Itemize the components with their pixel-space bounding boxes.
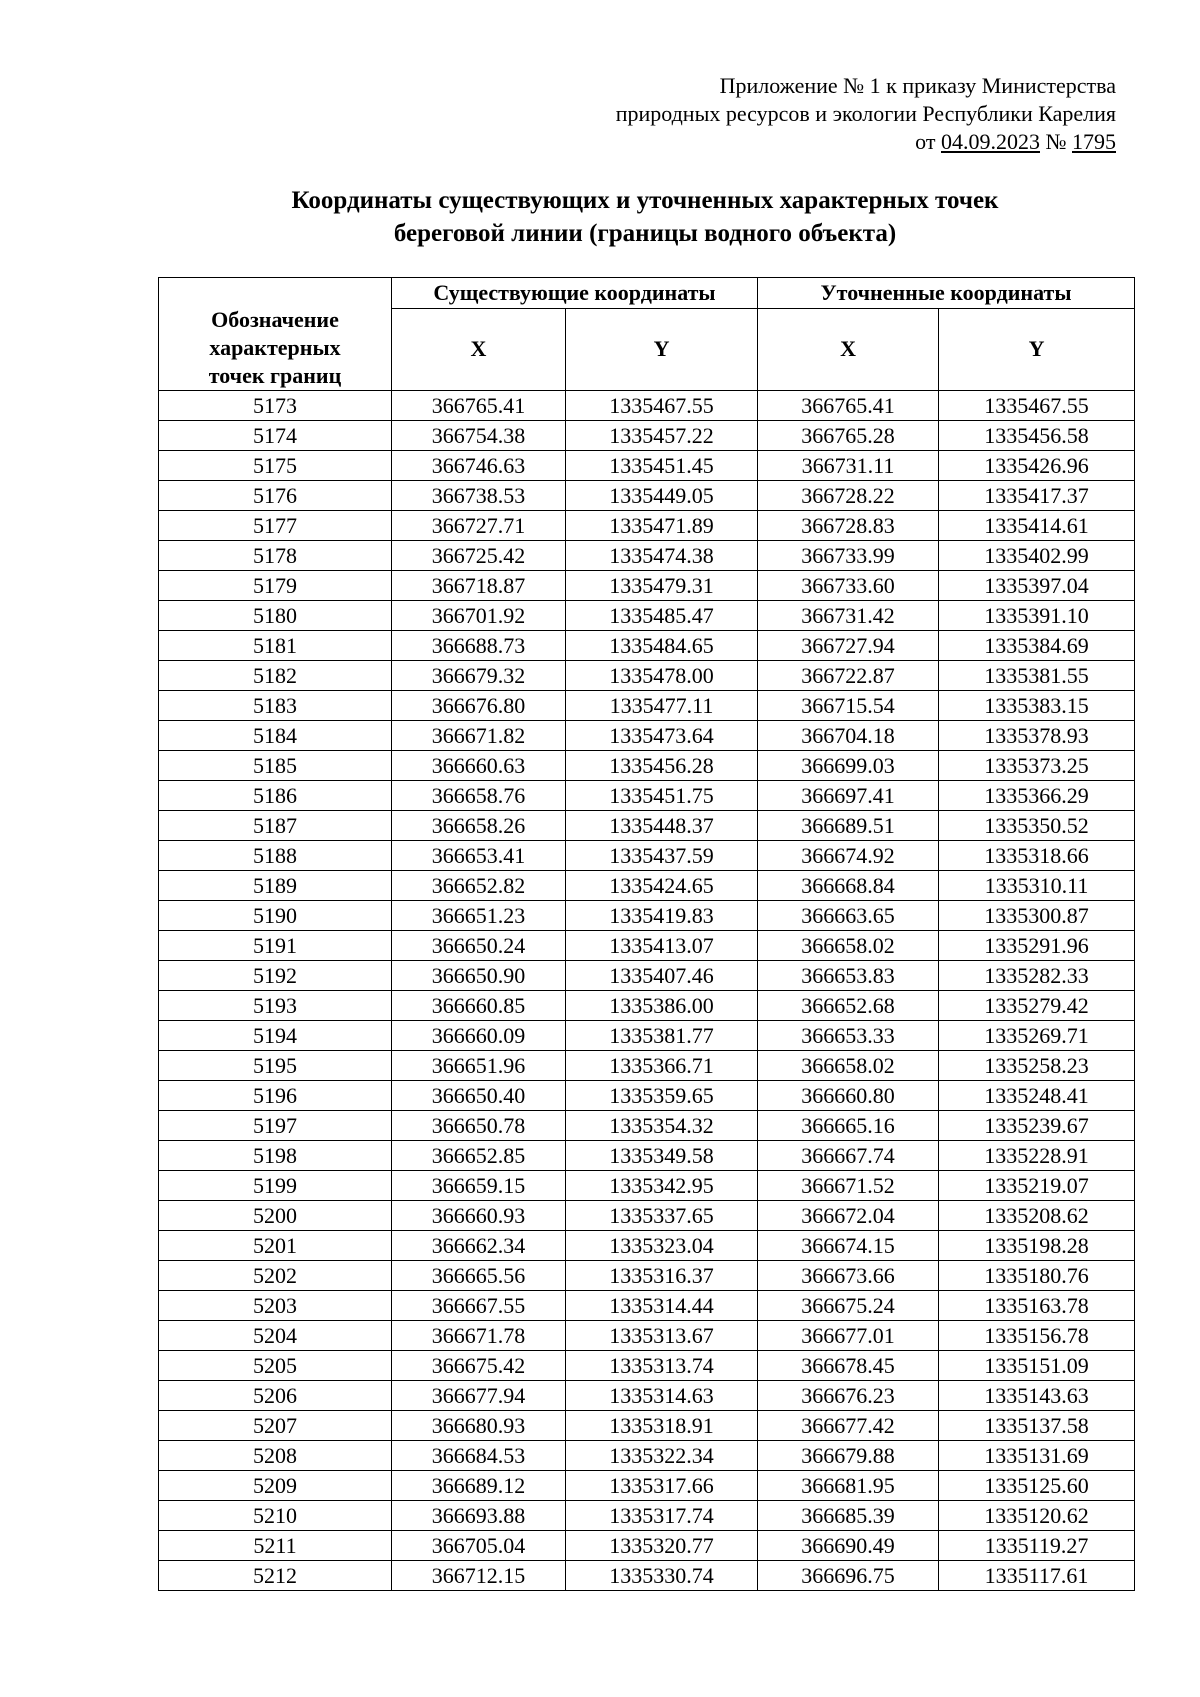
cell-existing-x: 366677.94: [392, 1381, 566, 1411]
cell-point-id: 5204: [159, 1321, 392, 1351]
cell-refined-y: 1335391.10: [939, 601, 1135, 631]
table-row: [159, 781, 1135, 811]
cell-existing-y: 1335449.05: [566, 481, 758, 511]
header-point-name-line-1: Обозначение: [211, 307, 339, 332]
cell-existing-y: 1335477.11: [566, 691, 758, 721]
cell-refined-x: 366733.60: [758, 571, 939, 601]
cell-existing-x: 366650.40: [392, 1081, 566, 1111]
cell-existing-y: 1335457.22: [566, 421, 758, 451]
cell-refined-y: 1335414.61: [939, 511, 1135, 541]
cell-refined-x: 366676.23: [758, 1381, 939, 1411]
table-row: [159, 1561, 1135, 1591]
cell-refined-x: 366653.33: [758, 1021, 939, 1051]
cell-refined-x: 366660.80: [758, 1081, 939, 1111]
table-row: [159, 481, 1135, 511]
cell-refined-y: 1335378.93: [939, 721, 1135, 751]
cell-existing-x: 366738.53: [392, 481, 566, 511]
table-row: [159, 1321, 1135, 1351]
cell-refined-y: 1335318.66: [939, 841, 1135, 871]
cell-existing-x: 366660.63: [392, 751, 566, 781]
header-existing-coordinates: Существующие координаты: [392, 278, 758, 309]
cell-existing-y: 1335456.28: [566, 751, 758, 781]
cell-existing-x: 366650.90: [392, 961, 566, 991]
table-row: [159, 1201, 1135, 1231]
cell-existing-y: 1335485.47: [566, 601, 758, 631]
cell-existing-y: 1335318.91: [566, 1411, 758, 1441]
cell-refined-x: 366731.42: [758, 601, 939, 631]
cell-existing-y: 1335471.89: [566, 511, 758, 541]
table-row: [159, 871, 1135, 901]
cell-refined-x: 366765.28: [758, 421, 939, 451]
table-row: [159, 991, 1135, 1021]
cell-refined-x: 366667.74: [758, 1141, 939, 1171]
cell-point-id: 5203: [159, 1291, 392, 1321]
cell-point-id: 5205: [159, 1351, 392, 1381]
appendix-line-3: [616, 128, 1116, 156]
cell-point-id: 5194: [159, 1021, 392, 1051]
cell-existing-y: 1335474.38: [566, 541, 758, 571]
cell-existing-x: 366725.42: [392, 541, 566, 571]
cell-existing-y: 1335484.65: [566, 631, 758, 661]
cell-refined-y: 1335310.11: [939, 871, 1135, 901]
cell-existing-x: 366689.12: [392, 1471, 566, 1501]
cell-point-id: 5173: [159, 391, 392, 421]
cell-point-id: 5193: [159, 991, 392, 1021]
table-row: [159, 571, 1135, 601]
cell-refined-x: 366653.83: [758, 961, 939, 991]
table-row: [159, 691, 1135, 721]
cell-existing-x: 366650.24: [392, 931, 566, 961]
table-row: [159, 1351, 1135, 1381]
cell-existing-y: 1335381.77: [566, 1021, 758, 1051]
table-row: [159, 931, 1135, 961]
table-body: [159, 391, 1135, 1591]
table-row: [159, 1171, 1135, 1201]
cell-existing-y: 1335317.66: [566, 1471, 758, 1501]
table-row: [159, 601, 1135, 631]
cell-existing-y: 1335337.65: [566, 1201, 758, 1231]
table-row: [159, 901, 1135, 931]
cell-existing-x: 366727.71: [392, 511, 566, 541]
cell-existing-x: 366653.41: [392, 841, 566, 871]
cell-refined-x: 366697.41: [758, 781, 939, 811]
cell-point-id: 5201: [159, 1231, 392, 1261]
cell-existing-x: 366754.38: [392, 421, 566, 451]
cell-point-id: 5181: [159, 631, 392, 661]
cell-refined-y: 1335163.78: [939, 1291, 1135, 1321]
cell-existing-y: 1335479.31: [566, 571, 758, 601]
table-row: [159, 661, 1135, 691]
coordinates-table: [158, 277, 1135, 1591]
title-line-2: береговой линии (границы водного объекта): [393, 220, 897, 247]
cell-point-id: 5197: [159, 1111, 392, 1141]
cell-existing-x: 366680.93: [392, 1411, 566, 1441]
table-row: [159, 1021, 1135, 1051]
table-row: [159, 1141, 1135, 1171]
cell-existing-x: 366693.88: [392, 1501, 566, 1531]
cell-point-id: 5207: [159, 1411, 392, 1441]
cell-existing-y: 1335313.74: [566, 1351, 758, 1381]
cell-refined-x: 366722.87: [758, 661, 939, 691]
table-row: [159, 1081, 1135, 1111]
cell-existing-x: 366675.42: [392, 1351, 566, 1381]
cell-existing-x: 366671.82: [392, 721, 566, 751]
table-row: [159, 1231, 1135, 1261]
table-row: [159, 541, 1135, 571]
cell-existing-x: 366746.63: [392, 451, 566, 481]
cell-existing-x: 366718.87: [392, 571, 566, 601]
cell-existing-x: 366658.76: [392, 781, 566, 811]
appendix-line-1: Приложение № 1 к приказу Министерства: [719, 73, 1116, 98]
cell-refined-y: 1335119.27: [939, 1531, 1135, 1561]
cell-refined-y: 1335143.63: [939, 1381, 1135, 1411]
cell-existing-y: 1335478.00: [566, 661, 758, 691]
cell-refined-y: 1335248.41: [939, 1081, 1135, 1111]
cell-refined-x: 366765.41: [758, 391, 939, 421]
table-row: [159, 751, 1135, 781]
cell-refined-x: 366685.39: [758, 1501, 939, 1531]
cell-refined-y: 1335384.69: [939, 631, 1135, 661]
cell-existing-x: 366660.85: [392, 991, 566, 1021]
cell-point-id: 5178: [159, 541, 392, 571]
table-row: [159, 1381, 1135, 1411]
table-row: [159, 391, 1135, 421]
cell-point-id: 5180: [159, 601, 392, 631]
table-row: [159, 421, 1135, 451]
cell-point-id: 5176: [159, 481, 392, 511]
cell-refined-x: 366677.42: [758, 1411, 939, 1441]
cell-point-id: 5179: [159, 571, 392, 601]
cell-existing-x: 366667.55: [392, 1291, 566, 1321]
cell-refined-x: 366733.99: [758, 541, 939, 571]
cell-point-id: 5190: [159, 901, 392, 931]
table-row: [159, 511, 1135, 541]
cell-point-id: 5186: [159, 781, 392, 811]
cell-refined-y: 1335291.96: [939, 931, 1135, 961]
cell-refined-x: 366689.51: [758, 811, 939, 841]
cell-point-id: 5187: [159, 811, 392, 841]
cell-point-id: 5188: [159, 841, 392, 871]
header-refined-y: Y: [939, 308, 1135, 390]
cell-refined-x: 366699.03: [758, 751, 939, 781]
cell-point-id: 5211: [159, 1531, 392, 1561]
cell-existing-y: 1335467.55: [566, 391, 758, 421]
cell-existing-x: 366712.15: [392, 1561, 566, 1591]
cell-point-id: 5196: [159, 1081, 392, 1111]
table-row: [159, 1261, 1135, 1291]
table-row: [159, 841, 1135, 871]
cell-existing-x: 366652.85: [392, 1141, 566, 1171]
header-existing-y: Y: [566, 308, 758, 390]
title-line-1: Координаты существующих и уточненных характерных точек: [291, 187, 999, 214]
cell-point-id: 5210: [159, 1501, 392, 1531]
cell-refined-y: 1335239.67: [939, 1111, 1135, 1141]
cell-point-id: 5182: [159, 661, 392, 691]
cell-refined-x: 366674.15: [758, 1231, 939, 1261]
cell-refined-y: 1335397.04: [939, 571, 1135, 601]
cell-existing-y: 1335451.75: [566, 781, 758, 811]
cell-point-id: 5209: [159, 1471, 392, 1501]
cell-existing-x: 366671.78: [392, 1321, 566, 1351]
cell-existing-x: 366652.82: [392, 871, 566, 901]
cell-refined-x: 366672.04: [758, 1201, 939, 1231]
cell-refined-y: 1335131.69: [939, 1441, 1135, 1471]
cell-refined-x: 366658.02: [758, 931, 939, 961]
cell-refined-y: 1335125.60: [939, 1471, 1135, 1501]
cell-point-id: 5185: [159, 751, 392, 781]
cell-refined-y: 1335269.71: [939, 1021, 1135, 1051]
cell-refined-y: 1335198.28: [939, 1231, 1135, 1261]
cell-existing-y: 1335317.74: [566, 1501, 758, 1531]
cell-refined-x: 366681.95: [758, 1471, 939, 1501]
cell-refined-y: 1335300.87: [939, 901, 1135, 931]
cell-existing-y: 1335413.07: [566, 931, 758, 961]
cell-refined-y: 1335426.96: [939, 451, 1135, 481]
header-point-name-line-3: точек границ: [208, 363, 342, 388]
cell-refined-y: 1335117.61: [939, 1561, 1135, 1591]
cell-refined-x: 366715.54: [758, 691, 939, 721]
cell-existing-y: 1335451.45: [566, 451, 758, 481]
cell-existing-x: 366659.15: [392, 1171, 566, 1201]
cell-refined-y: 1335228.91: [939, 1141, 1135, 1171]
cell-existing-x: 366684.53: [392, 1441, 566, 1471]
cell-existing-y: 1335359.65: [566, 1081, 758, 1111]
header-point-name-line-2: характерных: [209, 335, 341, 360]
cell-existing-y: 1335437.59: [566, 841, 758, 871]
cell-existing-y: 1335366.71: [566, 1051, 758, 1081]
cell-point-id: 5177: [159, 511, 392, 541]
cell-refined-x: 366696.75: [758, 1561, 939, 1591]
cell-point-id: 5174: [159, 421, 392, 451]
cell-existing-y: 1335386.00: [566, 991, 758, 1021]
cell-existing-x: 366651.23: [392, 901, 566, 931]
cell-refined-y: 1335219.07: [939, 1171, 1135, 1201]
table-row: [159, 1501, 1135, 1531]
cell-existing-x: 366660.93: [392, 1201, 566, 1231]
cell-refined-y: 1335417.37: [939, 481, 1135, 511]
cell-point-id: 5199: [159, 1171, 392, 1201]
cell-refined-x: 366678.45: [758, 1351, 939, 1381]
cell-refined-x: 366674.92: [758, 841, 939, 871]
cell-point-id: 5192: [159, 961, 392, 991]
cell-existing-x: 366658.26: [392, 811, 566, 841]
cell-refined-y: 1335366.29: [939, 781, 1135, 811]
cell-refined-y: 1335208.62: [939, 1201, 1135, 1231]
table-row: [159, 1051, 1135, 1081]
cell-existing-y: 1335314.63: [566, 1381, 758, 1411]
cell-refined-y: 1335383.15: [939, 691, 1135, 721]
cell-refined-x: 366728.22: [758, 481, 939, 511]
cell-point-id: 5175: [159, 451, 392, 481]
cell-existing-y: 1335342.95: [566, 1171, 758, 1201]
cell-existing-x: 366676.80: [392, 691, 566, 721]
order-number: 1795: [1072, 129, 1116, 154]
table-row: [159, 1111, 1135, 1141]
table-row: [159, 1411, 1135, 1441]
cell-existing-y: 1335323.04: [566, 1231, 758, 1261]
table-row: [159, 721, 1135, 751]
cell-refined-x: 366704.18: [758, 721, 939, 751]
table-row: [159, 1471, 1135, 1501]
cell-refined-x: 366673.66: [758, 1261, 939, 1291]
cell-existing-x: 366650.78: [392, 1111, 566, 1141]
cell-existing-y: 1335314.44: [566, 1291, 758, 1321]
cell-point-id: 5195: [159, 1051, 392, 1081]
document-title: [150, 184, 1140, 250]
cell-existing-y: 1335424.65: [566, 871, 758, 901]
cell-point-id: 5189: [159, 871, 392, 901]
cell-existing-y: 1335349.58: [566, 1141, 758, 1171]
cell-point-id: 5184: [159, 721, 392, 751]
cell-refined-x: 366727.94: [758, 631, 939, 661]
cell-existing-y: 1335322.34: [566, 1441, 758, 1471]
header-refined-coordinates: Уточненные координаты: [758, 278, 1135, 309]
cell-point-id: 5212: [159, 1561, 392, 1591]
cell-point-id: 5183: [159, 691, 392, 721]
cell-point-id: 5202: [159, 1261, 392, 1291]
cell-refined-x: 366665.16: [758, 1111, 939, 1141]
cell-point-id: 5206: [159, 1381, 392, 1411]
cell-point-id: 5191: [159, 931, 392, 961]
cell-refined-x: 366668.84: [758, 871, 939, 901]
table-row: [159, 1441, 1135, 1471]
order-date: 04.09.2023: [941, 129, 1040, 154]
appendix-from-label: от: [915, 129, 941, 154]
cell-existing-y: 1335448.37: [566, 811, 758, 841]
cell-refined-y: 1335137.58: [939, 1411, 1135, 1441]
cell-existing-x: 366662.34: [392, 1231, 566, 1261]
table-row: [159, 631, 1135, 661]
cell-existing-y: 1335419.83: [566, 901, 758, 931]
cell-refined-y: 1335373.25: [939, 751, 1135, 781]
cell-existing-y: 1335313.67: [566, 1321, 758, 1351]
cell-existing-x: 366651.96: [392, 1051, 566, 1081]
cell-refined-x: 366728.83: [758, 511, 939, 541]
cell-refined-x: 366652.68: [758, 991, 939, 1021]
cell-point-id: 5208: [159, 1441, 392, 1471]
cell-existing-x: 366665.56: [392, 1261, 566, 1291]
table-row: [159, 1291, 1135, 1321]
header-existing-x: X: [392, 308, 566, 390]
table-row: [159, 1531, 1135, 1561]
table-row: [159, 811, 1135, 841]
cell-existing-y: 1335320.77: [566, 1531, 758, 1561]
cell-refined-y: 1335258.23: [939, 1051, 1135, 1081]
cell-refined-x: 366658.02: [758, 1051, 939, 1081]
cell-point-id: 5200: [159, 1201, 392, 1231]
cell-existing-y: 1335330.74: [566, 1561, 758, 1591]
cell-existing-x: 366765.41: [392, 391, 566, 421]
header-refined-x: X: [758, 308, 939, 390]
cell-existing-y: 1335354.32: [566, 1111, 758, 1141]
cell-refined-x: 366671.52: [758, 1171, 939, 1201]
cell-existing-x: 366701.92: [392, 601, 566, 631]
cell-refined-y: 1335151.09: [939, 1351, 1135, 1381]
cell-refined-y: 1335156.78: [939, 1321, 1135, 1351]
cell-refined-y: 1335456.58: [939, 421, 1135, 451]
cell-refined-x: 366679.88: [758, 1441, 939, 1471]
cell-refined-x: 366663.65: [758, 901, 939, 931]
appendix-header: [616, 72, 1116, 156]
cell-refined-y: 1335180.76: [939, 1261, 1135, 1291]
number-sign: №: [1040, 129, 1072, 154]
appendix-line-2: природных ресурсов и экологии Республики Карелия: [615, 101, 1116, 126]
cell-refined-y: 1335402.99: [939, 541, 1135, 571]
cell-existing-x: 366679.32: [392, 661, 566, 691]
cell-refined-y: 1335120.62: [939, 1501, 1135, 1531]
header-point-name: [159, 278, 392, 391]
cell-existing-y: 1335407.46: [566, 961, 758, 991]
cell-refined-y: 1335279.42: [939, 991, 1135, 1021]
cell-point-id: 5198: [159, 1141, 392, 1171]
cell-refined-x: 366677.01: [758, 1321, 939, 1351]
cell-existing-x: 366705.04: [392, 1531, 566, 1561]
cell-existing-y: 1335316.37: [566, 1261, 758, 1291]
cell-refined-x: 366731.11: [758, 451, 939, 481]
cell-refined-x: 366690.49: [758, 1531, 939, 1561]
cell-refined-y: 1335381.55: [939, 661, 1135, 691]
cell-refined-x: 366675.24: [758, 1291, 939, 1321]
cell-refined-y: 1335282.33: [939, 961, 1135, 991]
table-row: [159, 451, 1135, 481]
cell-existing-y: 1335473.64: [566, 721, 758, 751]
table-row: [159, 961, 1135, 991]
cell-refined-y: 1335467.55: [939, 391, 1135, 421]
cell-existing-x: 366660.09: [392, 1021, 566, 1051]
cell-refined-y: 1335350.52: [939, 811, 1135, 841]
cell-existing-x: 366688.73: [392, 631, 566, 661]
